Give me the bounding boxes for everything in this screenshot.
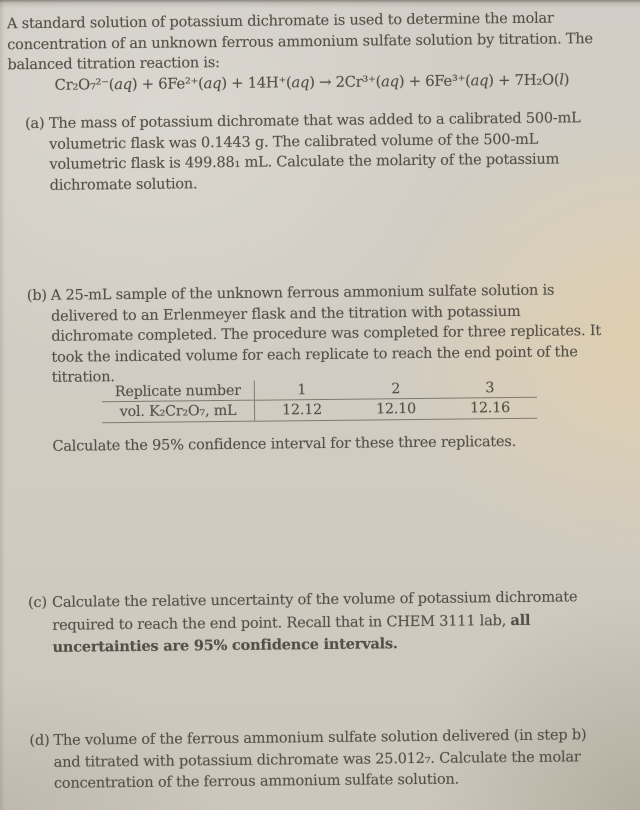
equation-arrow-segment: ) → 2Cr³⁺(: [309, 73, 382, 92]
part-b-line-3: dichromate completed. The procedure was completed for three replicates. It: [51, 323, 602, 345]
table-header-col-2: 2: [391, 380, 401, 397]
intro-line-1: A standard solution of potassium dichromate is used to determine the molar: [6, 10, 554, 33]
equation-segment: ) + 14H⁺(: [221, 74, 292, 93]
table-value-1: 12.12: [282, 401, 323, 419]
part-c-line-2-normal: required to reach the end point. Recall that in CHEM 3111 lab,: [52, 612, 511, 634]
part-d-line-1: The volume of the ferrous ammonium sulfate solution delivered (in step b): [53, 727, 587, 749]
part-a-text: [49, 108, 581, 196]
part-c-line-2-bold: all: [510, 611, 531, 629]
part-b-line-5: titration.: [51, 369, 115, 386]
part-c-label: (c): [27, 594, 47, 612]
equation-segment: ): [563, 71, 570, 89]
part-d-line-2: and titrated with potassium dichromate was 25.012₇. Calculate the molar: [53, 748, 581, 771]
intro-line-3: balanced titration reaction is:: [7, 55, 220, 74]
part-a-line-1: The mass of potassium dichromate that was added to a calibrated 500-mL: [48, 110, 581, 132]
equation-state-l: l: [559, 71, 564, 89]
reaction-equation: [55, 70, 570, 95]
part-a-line-3: volumetric flask is 499.88₁ mL. Calculate the molarity of the potassium: [49, 151, 560, 173]
equation-state-aq: aq: [380, 73, 399, 91]
problem-intro: [7, 8, 593, 76]
table-value-2: 12.10: [375, 400, 417, 418]
part-b: [27, 280, 602, 389]
table-row-label: vol. K₂Cr₂O₇, mL: [102, 401, 255, 423]
part-d: [29, 725, 587, 795]
equation-state-aq: aq: [203, 75, 222, 93]
equation-state-aq: aq: [114, 75, 132, 94]
equation-segment: Cr₂O₇²⁻(: [54, 76, 115, 94]
table-value-3: 12.16: [469, 400, 511, 417]
part-a: [25, 108, 581, 196]
part-b-text: [51, 280, 602, 388]
equation-segment: ) + 6Fe³⁺(: [398, 72, 471, 91]
part-d-line-3: concentration of the ferrous ammonium sulfate solution.: [53, 771, 460, 792]
part-c: [28, 587, 578, 658]
table-header-col-1: 1: [297, 381, 307, 398]
table-header-label: Replicate number: [102, 381, 255, 402]
equation-segment: ) + 6Fe²⁺(: [131, 75, 204, 93]
table-header-col-3: 3: [485, 379, 495, 396]
part-b-line-4: took the indicated volume for each replicate to reach the end point of the: [51, 343, 578, 366]
part-c-line-1: Calculate the relative uncertainty of the volume of potassium dichromate: [51, 589, 578, 611]
part-b-line-2: delivered to an Erlenmeyer flask and the titration with potassium: [50, 303, 521, 325]
table-data-row: [102, 398, 537, 424]
part-a-label: (a): [24, 115, 45, 133]
part-b-label: (b): [26, 287, 47, 305]
intro-line-2: concentration of an unknown ferrous ammonium sulfate solution by titration. The: [7, 30, 593, 53]
part-a-line-2: volumetric flask was 0.1443 g. The calibrated volume of the 500-mL: [49, 131, 539, 153]
part-b-followup: Calculate the 95% confidence interval for these three replicates.: [52, 433, 517, 455]
replicate-table: [102, 378, 537, 424]
equation-state-aq: aq: [470, 72, 489, 90]
part-d-text: [53, 725, 587, 795]
part-c-line-3: uncertainties are 95% confidence intervals.: [52, 635, 398, 656]
part-d-label: (d): [29, 732, 50, 750]
part-a-line-4: dichromate solution.: [49, 175, 198, 194]
part-c-text: [52, 587, 578, 658]
part-b-line-1: A 25-mL sample of the unknown ferrous ammonium sulfate solution is: [50, 282, 555, 304]
equation-segment: ) + 7H₂O(: [488, 71, 560, 90]
equation-state-aq: aq: [291, 74, 310, 92]
